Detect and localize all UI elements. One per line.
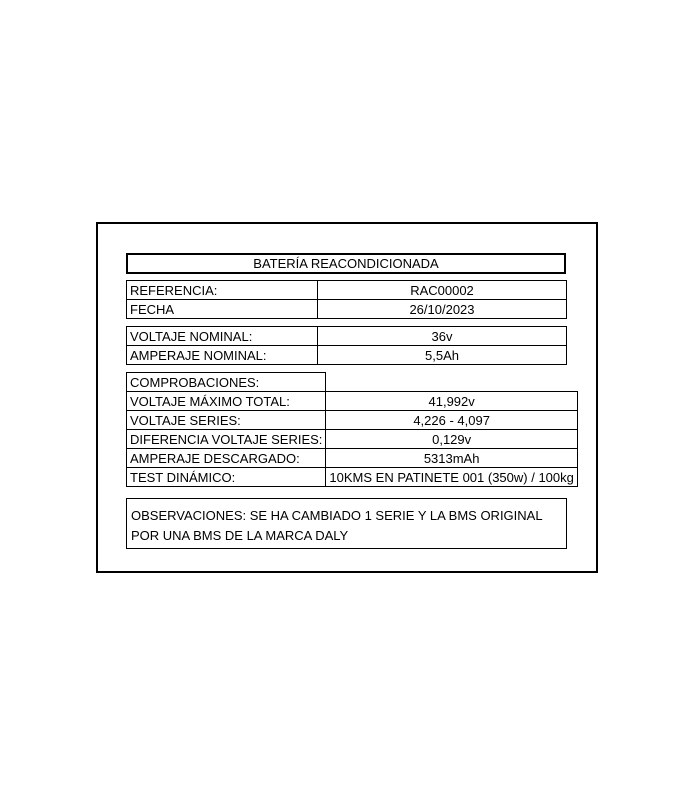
- series-voltage-diff-value: 0,129v: [326, 430, 577, 449]
- max-voltage-label: VOLTAJE MÁXIMO TOTAL:: [127, 392, 326, 411]
- date-label: FECHA: [127, 300, 318, 319]
- nominal-specs-table: [126, 326, 567, 365]
- table-row: [127, 327, 567, 346]
- table-row: [127, 430, 578, 449]
- discharged-amperage-label: AMPERAJE DESCARGADO:: [127, 449, 326, 468]
- checks-header-empty: [326, 373, 577, 392]
- table-row: [127, 300, 567, 319]
- table-row: [127, 411, 578, 430]
- checks-header: COMPROBACIONES:: [127, 373, 326, 392]
- label-title: BATERÍA REACONDICIONADA: [126, 253, 566, 274]
- reference-value: RAC00002: [318, 281, 567, 300]
- checks-table: [126, 372, 578, 487]
- table-row: [127, 449, 578, 468]
- nominal-amperage-label: AMPERAJE NOMINAL:: [127, 346, 318, 365]
- table-row: [127, 373, 578, 392]
- date-value: 26/10/2023: [318, 300, 567, 319]
- nominal-amperage-value: 5,5Ah: [318, 346, 567, 365]
- table-row: [127, 346, 567, 365]
- table-row: [127, 281, 567, 300]
- identification-table: [126, 280, 567, 319]
- series-voltage-label: VOLTAJE SERIES:: [127, 411, 326, 430]
- dynamic-test-label: TEST DINÁMICO:: [127, 468, 326, 487]
- table-row: [127, 468, 578, 487]
- max-voltage-value: 41,992v: [326, 392, 577, 411]
- reference-label: REFERENCIA:: [127, 281, 318, 300]
- series-voltage-value: 4,226 - 4,097: [326, 411, 577, 430]
- observations-box: OBSERVACIONES: SE HA CAMBIADO 1 SERIE Y LA BMS ORIGINAL POR UNA BMS DE LA MARCA DALY: [126, 498, 567, 549]
- dynamic-test-value: 10KMS EN PATINETE 001 (350w) / 100kg: [326, 468, 577, 487]
- nominal-voltage-value: 36v: [318, 327, 567, 346]
- table-row: [127, 392, 578, 411]
- discharged-amperage-value: 5313mAh: [326, 449, 577, 468]
- nominal-voltage-label: VOLTAJE NOMINAL:: [127, 327, 318, 346]
- series-voltage-diff-label: DIFERENCIA VOLTAJE SERIES:: [127, 430, 326, 449]
